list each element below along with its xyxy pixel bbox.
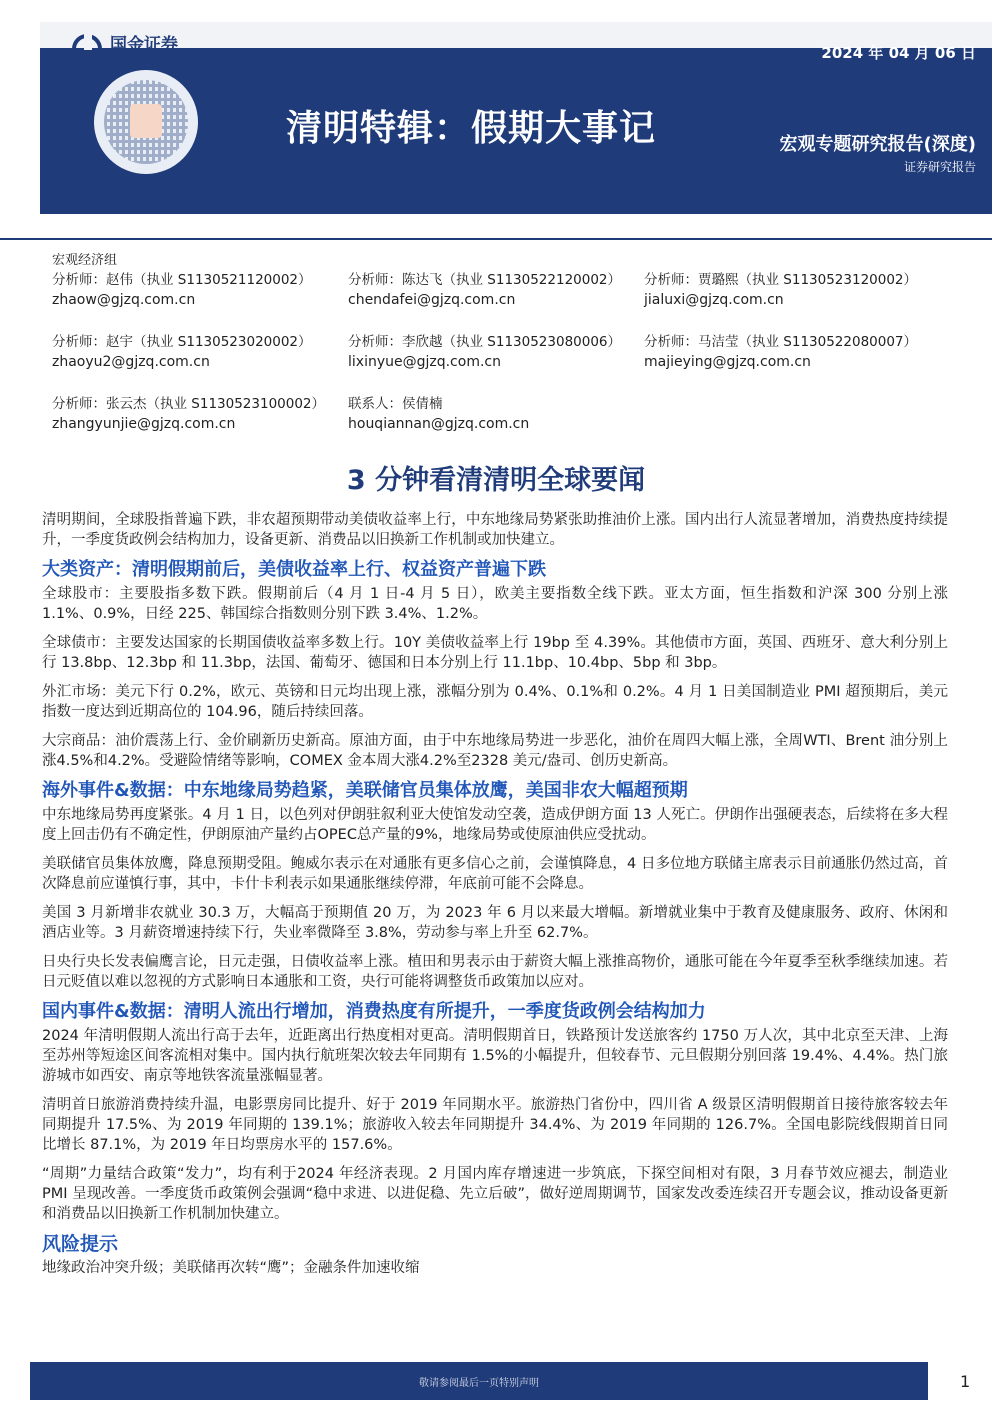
domestic-heading: 国内事件&数据：清明人流出行增加，消费热度有所提升，一季度货政例会结构加力 [42, 1001, 706, 1022]
analyst-email[interactable]: majieying@gjzq.com.cn [644, 354, 811, 370]
analyst-row [52, 332, 952, 372]
risk-heading: 风险提示 [42, 1233, 119, 1255]
analyst-email[interactable]: lixinyue@gjzq.com.cn [348, 354, 501, 370]
paragraph: 美国 3 月新增非农就业 30.3 万，大幅高于预期值 20 万，为 2023 年 6 月以来最大增幅。新增就业集中于教育及健康服务、政府、休闲和酒店业等。3 月薪资增速持续下行，失业率微降至 3.8%，劳动参与率上升至 62.7%。 [42, 905, 948, 941]
contact-email[interactable]: houqiannan@gjzq.com.cn [348, 416, 530, 432]
paragraph: 外汇市场：美元下行 0.2%，欧元、英镑和日元均出现上涨，涨幅分别为 0.4%、0.1%和 0.2%。4 月 1 日美国制造业 PMI 超预期后，美元指数一度达到近期高位的 104.96，随后持续回落。 [42, 684, 948, 720]
paragraph: 大宗商品：油价震荡上行、金价刷新历史新高。原油方面，由于中东地缘局势进一步恶化，油价在周四大幅上涨，全周WTI、Brent 油分别上涨4.5%和4.2%。受避险情绪等影响，COMEX 金本周大涨4.2%至2328 美元/盎司、创历史新高。 [42, 733, 948, 769]
analyst-row [52, 270, 952, 310]
analyst-name: 分析师：陈达飞（执业 S1130522120002） [348, 272, 622, 288]
risk-paragraph: 地缘政治冲突升级；美联储再次转“鹰”；金融条件加速收缩 [42, 1260, 420, 1276]
analyst-block [52, 252, 952, 456]
analyst-name: 分析师：张云杰（执业 S1130523100002） [52, 396, 326, 412]
analyst-row [52, 394, 952, 434]
paragraph: 全球债市：主要发达国家的长期国债收益率多数上行。10Y 美债收益率上行 19bp 至 4.39%。其他债市方面，英国、西班牙、意大利分别上行 13.8bp、12.3bp 和 11.3bp，法国、葡萄牙、德国和日本分别上行 11.1bp、10.4bp、5bp 和 3bp。 [42, 635, 948, 671]
brand-name-cn: 国金证券 [110, 35, 178, 55]
footer-disclaimer: 敬请参阅最后一页特别声明 [419, 1378, 539, 1389]
analyst-email[interactable]: chendafei@gjzq.com.cn [348, 292, 516, 308]
brand-name-en: SINOLINK SECURITIES [110, 54, 196, 62]
analyst-name: 分析师：李欣越（执业 S1130523080006） [348, 334, 622, 350]
overseas-heading: 海外事件&数据：中东地缘局势趋紧，美联储官员集体放鹰，美国非农大幅超预期 [42, 780, 688, 801]
analyst-email[interactable]: zhaow@gjzq.com.cn [52, 292, 196, 308]
paragraph: 日央行央长发表偏鹰言论，日元走强，日债收益率上涨。植田和男表示由于薪资大幅上涨推高物价，通胀可能在今年夏季至秋季继续加速。若日元贬值以难以忽视的方式影响日本通胀和工资，央行可能将调整货币政策加以应对。 [42, 954, 948, 990]
paragraph: 中东地缘局势再度紧张。4 月 1 日，以色列对伊朗驻叙利亚大使馆发动空袭，造成伊朗方面 13 人死亡。伊朗作出强硬表态，后续将在多大程度上回击仍有不确定性，伊朗原油产量约占OPEC总产量的9%，地缘局势或使原油供应受扰动。 [42, 807, 948, 843]
analyst-email[interactable]: jialuxi@gjzq.com.cn [644, 292, 784, 308]
report-title: 清明特辑：假期大事记 [286, 108, 657, 149]
analyst-email[interactable]: zhaoyu2@gjzq.com.cn [52, 354, 210, 370]
intro-paragraph: 清明期间，全球股指普遍下跌，非农超预期带动美债收益率上行，中东地缘局势紧张助推油价上涨。国内出行人流显著增加，消费热度持续提升，一季度货政例会结构加力，设备更新、消费品以旧换新工作机制或加快建立。 [42, 512, 948, 548]
header-divider [0, 238, 992, 240]
assets-heading: 大类资产：清明假期前后，美债收益率上行、权益资产普遍下跌 [42, 559, 546, 580]
paragraph: 2024 年清明假期人流出行高于去年，近距离出行热度相对更高。清明假期首日，铁路预计发送旅客约 1750 万人次，其中北京至天津、上海至苏州等短途区间客流相对集中。国内执行航班架次较去年同期有 1.5%的小幅提升，但较春节、元旦假期分别回落 19.4%、4.4%。热门旅游城市如西安、南京等地铁客流量涨幅显著。 [42, 1028, 948, 1084]
analyst-name: 分析师：马洁莹（执业 S1130522080007） [644, 334, 918, 350]
qr-code-icon [94, 70, 198, 174]
paragraph: 清明首日旅游消费持续升温，电影票房同比提升、好于 2019 年同期水平。旅游热门省份中，四川省 A 级景区清明假期首日接待旅客较去年同期提升 17.5%、为 2019 年同期的 139.1%；旅游收入较去年同期提升 34.4%、为 2019 年同期的 126.7%。全国电影院线假期首日同比增长 87.1%，为 2019 年日均票房水平的 157.6%。 [42, 1097, 948, 1153]
brand-logo [72, 34, 196, 64]
paragraph: 美联储官员集体放鹰，降息预期受阻。鲍威尔表示在对通胀有更多信心之前，会谨慎降息，4 日多位地方联储主席表示目前通胀仍然过高，首次降息前应谨慎行事，其中，卡什卡利表示如果通胀继续停滞，年底前可能不会降息。 [42, 856, 948, 892]
report-date: 2024 年 04 月 06 日 [821, 44, 976, 62]
analyst-name: 分析师：赵宇（执业 S1130523020002） [52, 334, 312, 350]
report-body [42, 510, 948, 1287]
analyst-name: 分析师：赵伟（执业 S1130521120002） [52, 272, 312, 288]
contact-name: 联系人：侯倩楠 [348, 396, 443, 412]
paragraph: 全球股市：主要股指多数下跌。假期前后（4 月 1 日-4 月 5 日），欧美主要指数全线下跌。亚太方面，恒生指数和沪深 300 分别上涨 1.1%、0.9%，日经 225、韩国综合指数则分别下跌 3.4%、1.2%。 [42, 586, 948, 622]
report-type: 宏观专题研究报告(深度) [779, 134, 976, 155]
analyst-group: 宏观经济组 [52, 253, 118, 268]
sinolink-logo-icon [72, 34, 102, 64]
paragraph: “周期”力量结合政策“发力”，均有利于2024 年经济表现。2 月国内库存增速进一步筑底，下探空间相对有限，3 月春节效应褪去，制造业 PMI 呈现改善。一季度货币政策例会强调“稳中求进、以进促稳、先立后破”，做好逆周期调节，国家发改委连续召开专题会议，推动设备更新和消费品以旧换新工作机制加快建立。 [42, 1166, 948, 1222]
section-title: 3 分钟看清清明全球要闻 [346, 465, 646, 496]
report-subtype: 证券研究报告 [903, 160, 976, 174]
analyst-name: 分析师：贾璐熙（执业 S1130523120002） [644, 272, 918, 288]
page-number: 1 [960, 1372, 971, 1391]
analyst-email[interactable]: zhangyunjie@gjzq.com.cn [52, 416, 236, 432]
